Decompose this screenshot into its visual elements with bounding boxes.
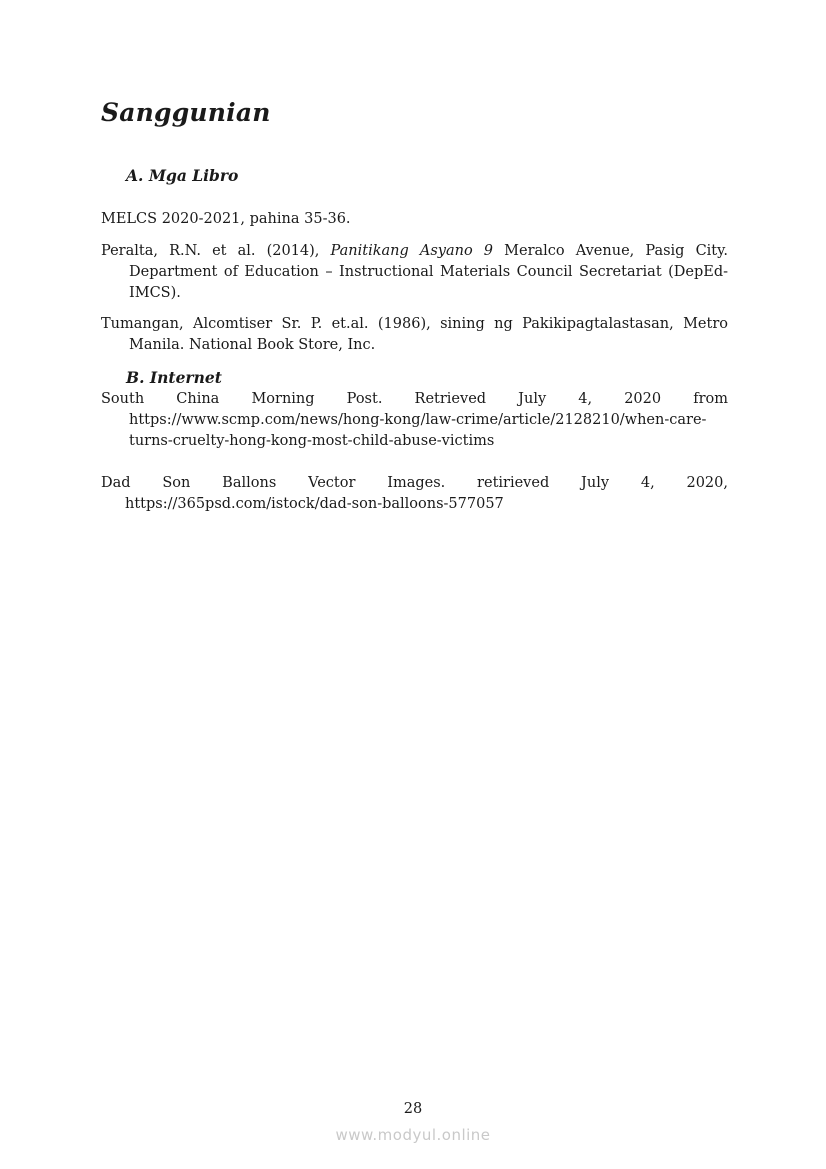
book-title: Panitikang Asyano 9 (330, 243, 494, 259)
reference-tumangan (101, 314, 728, 356)
section-heading-internet: B. Internet (126, 368, 222, 387)
reference-text: MELCS 2020-2021, pahina 35-36. (101, 211, 351, 227)
watermark: www.modyul.online (335, 1126, 491, 1144)
reference-text: Dad Son Ballons Vector Images. retirieved July 4, 2020, https://365psd.com/istock/dad-son-balloons-577057 (101, 475, 728, 512)
reference-scmp (101, 389, 728, 452)
reference-melcs (101, 209, 728, 230)
page-title: Sanggunian (101, 98, 271, 127)
reference-text: Meralco Avenue, Pasig City. Department of Education – Instructional Materials Council Secretariat (DepEd-IMCS). (129, 243, 729, 301)
page-number: 28 (403, 1101, 423, 1117)
reference-text: Tumangan, Alcomtiser Sr. P. et.al. (1986), sining ng Pakikipagtalastasan, Metro Manila. National Book Store, Inc. (101, 316, 728, 353)
reference-text: Peralta, R.N. et al. (2014), (101, 243, 331, 259)
reference-365psd (101, 473, 728, 515)
section-heading-books: A. Mga Libro (126, 166, 239, 185)
reference-text: South China Morning Post. Retrieved July 4, 2020 from https://www.scmp.com/news/hong-kong/law-crime/article/2128210/when-care-turns-cruelty-hong-kong-most-child-abuse-victims (101, 391, 728, 449)
reference-peralta (101, 241, 728, 304)
